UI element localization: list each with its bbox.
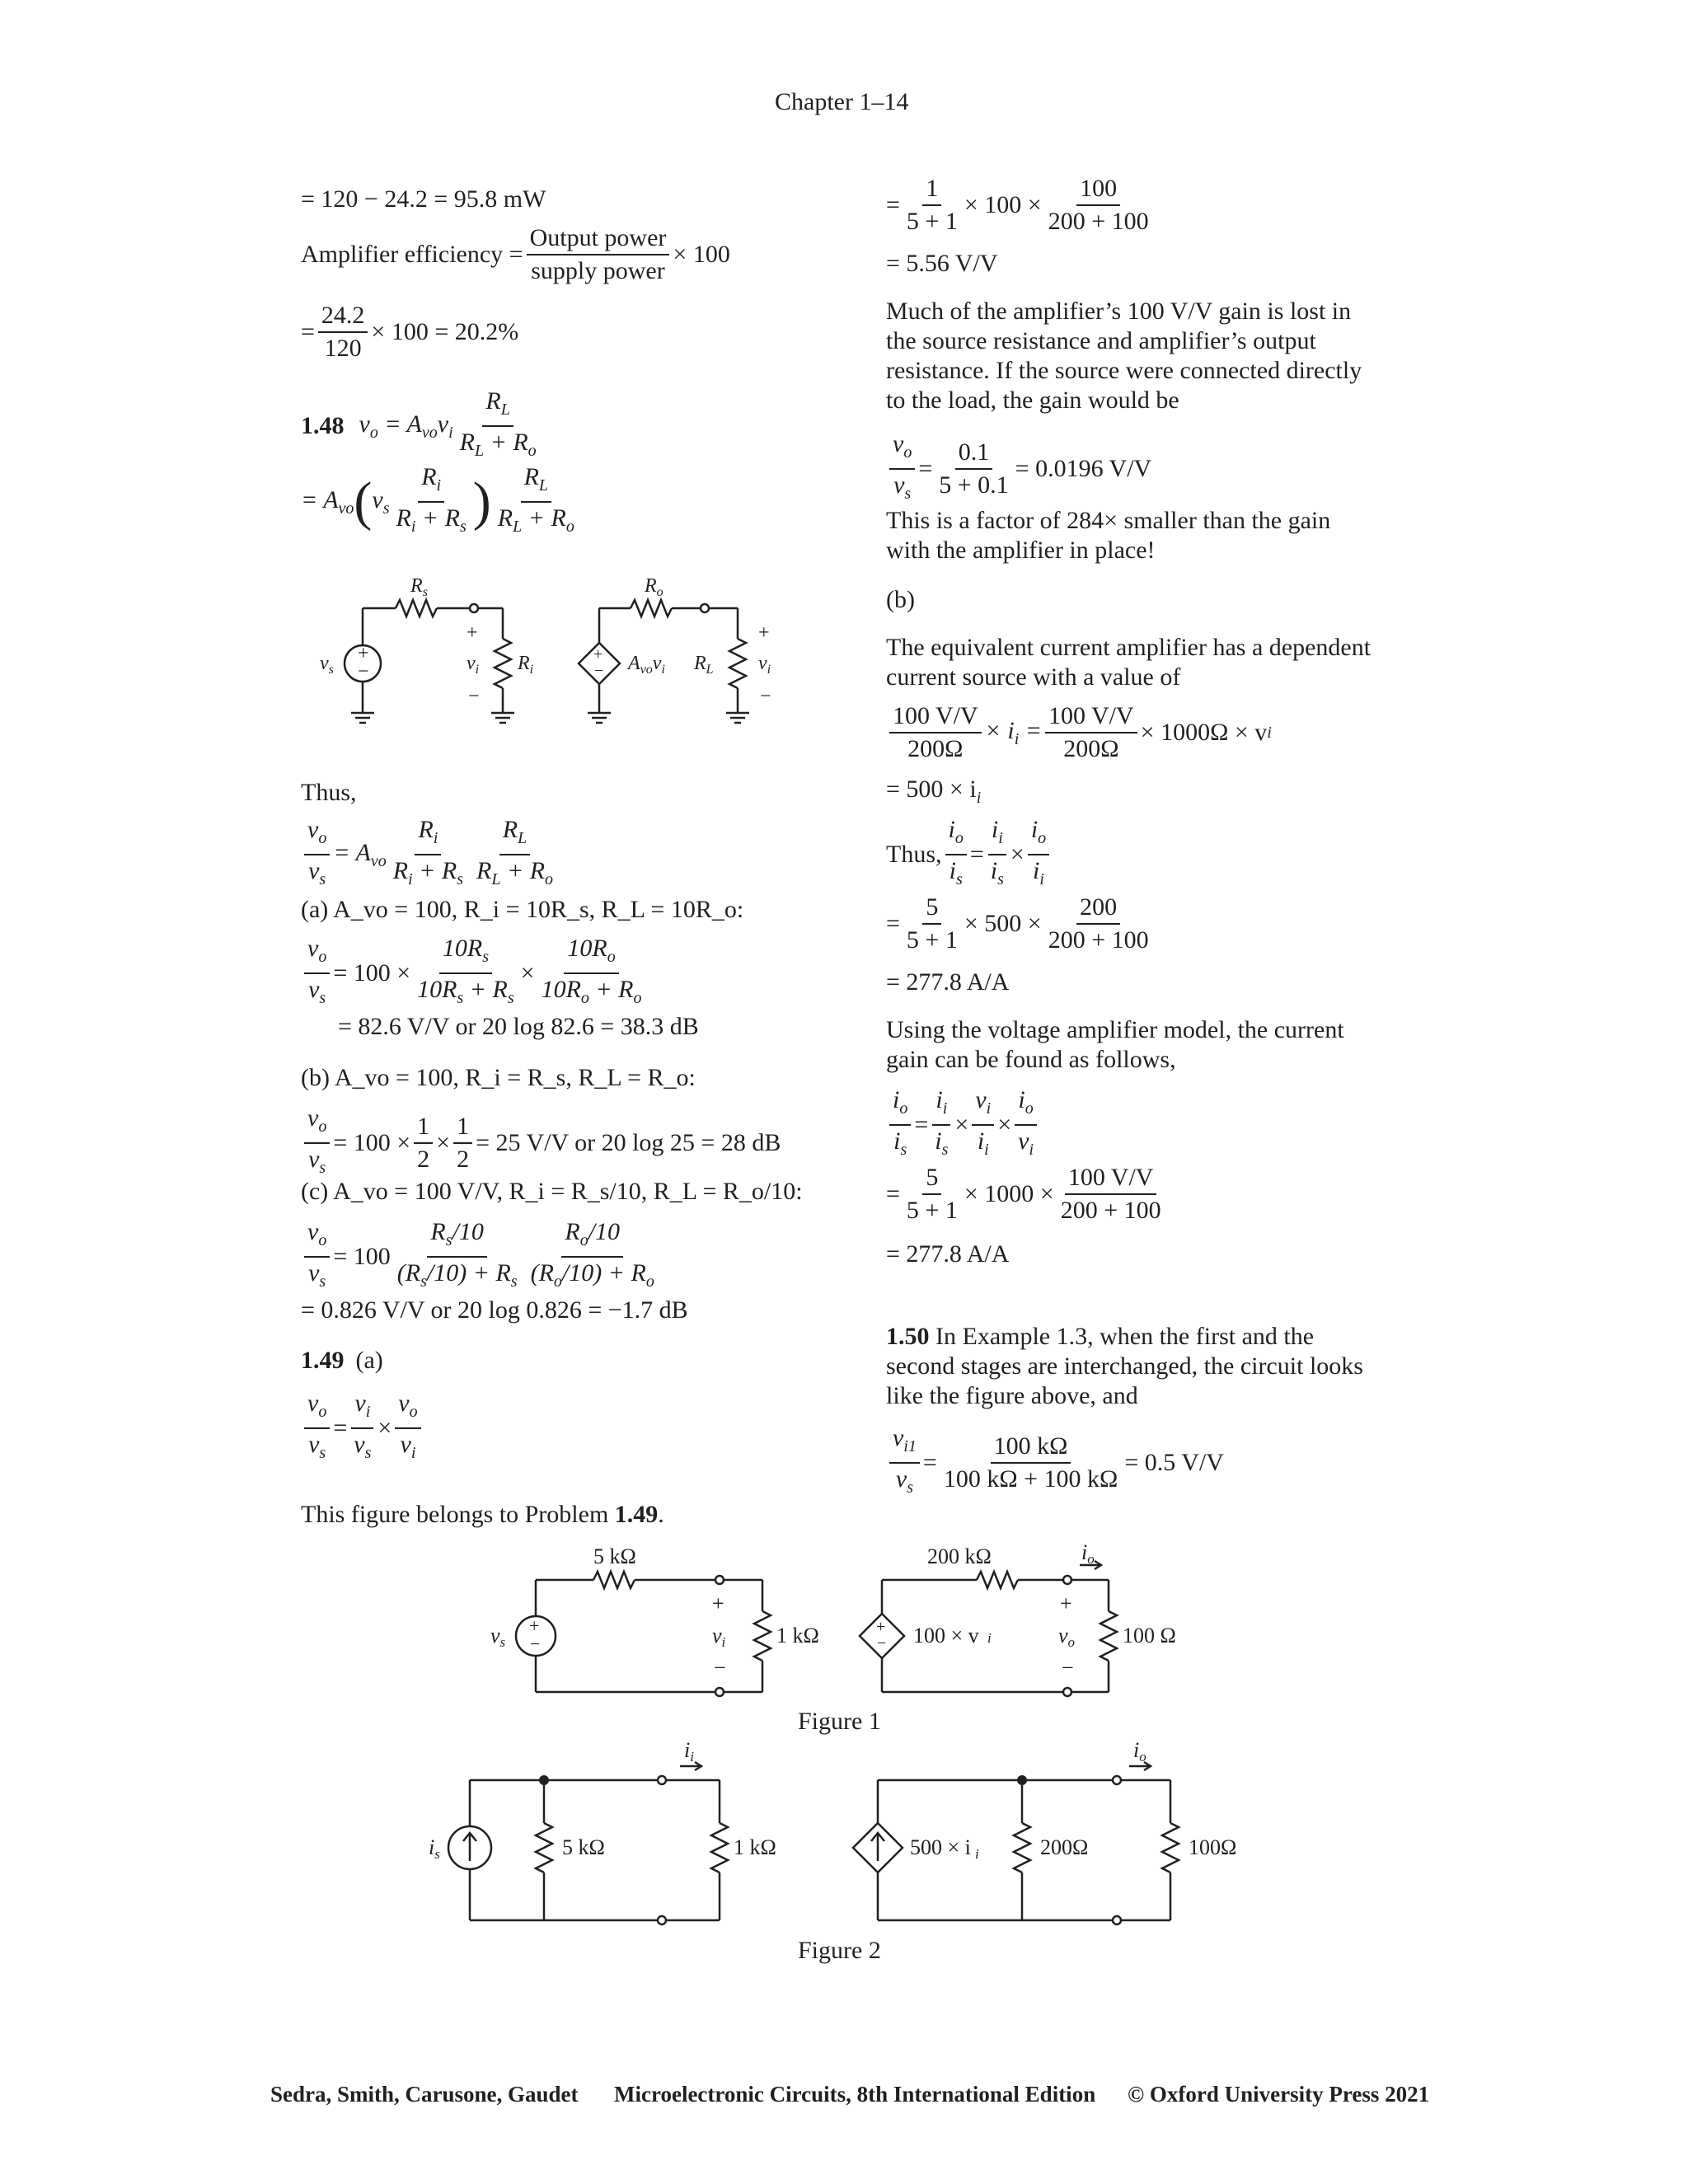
den: $v_s$ — [354, 1431, 372, 1462]
fraction — [393, 463, 470, 541]
problem-1-48-eq1 — [301, 387, 543, 465]
num: $v_o$ — [889, 430, 915, 470]
text: × 1000 × — [964, 1180, 1054, 1207]
den: 120 — [324, 335, 362, 362]
gain-general — [301, 816, 560, 893]
fraction — [945, 816, 967, 893]
num: $v_o$ — [304, 1218, 330, 1258]
part-b-label: (b) — [886, 586, 915, 613]
num: $i_o$ — [1015, 1086, 1036, 1126]
fraction — [903, 893, 961, 954]
case-a-result: = 82.6 V/V or 20 log 82.6 = 38.3 dB — [338, 1013, 699, 1040]
den: $i_s$ — [990, 857, 1004, 888]
equation-line: = 120 − 24.2 = 95.8 mW — [301, 185, 546, 213]
den: $(R_s/10) + R_s$ — [396, 1259, 518, 1291]
problem-number: 1.49 — [301, 1347, 345, 1374]
num: $v_i$ — [972, 1086, 994, 1126]
text: = — [333, 1414, 348, 1441]
den: $v_s$ — [308, 857, 326, 888]
text: = 100 — [333, 1243, 391, 1270]
fraction — [903, 1164, 961, 1225]
fraction — [1045, 893, 1152, 954]
text: = 100 × — [333, 959, 411, 987]
den: $R_L + R_o$ — [459, 429, 537, 460]
fraction — [940, 1432, 1122, 1493]
den: 100 kΩ + 100 kΩ — [943, 1465, 1118, 1493]
svg-text:Ri: $R_i$ — [518, 653, 534, 677]
den: 200 + 100 — [1060, 1197, 1161, 1224]
label: 100Ω — [1189, 1835, 1237, 1859]
num: $v_o$ — [395, 1390, 420, 1429]
right-eq8 — [886, 1424, 1224, 1502]
fraction — [889, 1424, 920, 1502]
den: $R_i + R_s$ — [396, 504, 467, 536]
den: 2 — [457, 1146, 470, 1173]
text: × $i_i$ = — [984, 716, 1043, 748]
num: $i_i$ — [932, 1086, 950, 1126]
text: . — [658, 1501, 664, 1528]
fraction — [390, 816, 467, 893]
fraction — [457, 387, 540, 465]
efficiency-equation — [301, 224, 730, 285]
right-eq4 — [886, 816, 1053, 893]
svg-text:+: + — [712, 1591, 724, 1615]
text: × — [436, 1129, 451, 1156]
den: $v_i$ — [1018, 1127, 1034, 1159]
right-result1: = 5.56 V/V — [886, 250, 998, 277]
label: 100 Ω — [1123, 1624, 1176, 1647]
fraction — [453, 1113, 472, 1174]
num: $10R_s$ — [439, 935, 492, 974]
den: 200Ω — [1063, 735, 1119, 762]
paragraph: This is a factor of 284× smaller than the gain with the amplifier in place! — [886, 507, 1331, 564]
num: $R_L$ — [521, 463, 551, 503]
den: $v_s$ — [893, 471, 912, 503]
fraction — [972, 1086, 994, 1164]
fraction — [889, 702, 982, 763]
fraction — [304, 816, 330, 893]
fraction — [1057, 1164, 1165, 1225]
label: 5 kΩ — [562, 1835, 605, 1859]
num: 200 — [1076, 893, 1120, 925]
footer-authors: Sedra, Smith, Carusone, Gaudet — [270, 2082, 579, 2107]
fraction — [350, 1390, 374, 1467]
den: $R_L + R_o$ — [476, 857, 554, 888]
text: = 0.0196 V/V — [1015, 455, 1152, 482]
svg-text:+: + — [1060, 1591, 1072, 1615]
den: 5 + 1 — [906, 1197, 958, 1224]
figure-2-circuit — [404, 1739, 1245, 1929]
svg-text:vi: vi — [712, 1624, 726, 1650]
label: 1 kΩ — [734, 1835, 776, 1859]
text: = 25 V/V or 20 log 25 = 28 dB — [476, 1129, 781, 1156]
num: 100 V/V — [1045, 702, 1137, 733]
paren: ( — [354, 471, 373, 532]
den: $R_L + R_o$ — [497, 504, 574, 536]
svg-text:+: + — [876, 1618, 886, 1636]
text: = — [922, 1449, 937, 1476]
label: 5 kΩ — [593, 1544, 636, 1568]
text: (a) — [355, 1347, 383, 1374]
num: 100 V/V — [1065, 1164, 1157, 1195]
text: = — [886, 191, 900, 218]
den: $v_s$ — [308, 1431, 326, 1462]
text: × 100 — [673, 241, 730, 268]
svg-text:−: − — [760, 686, 771, 707]
fraction — [1028, 816, 1049, 893]
right-result4: = 277.8 A/A — [886, 968, 1010, 996]
text: = $A_{vo}$ — [301, 485, 354, 518]
text: × — [997, 1111, 1012, 1138]
footer-book: Microelectronic Circuits, 8th International Edition — [614, 2082, 1096, 2107]
circuit-1-48 — [305, 569, 799, 750]
num: 0.1 — [955, 438, 993, 470]
node-dot — [539, 1775, 549, 1785]
svg-text:−: − — [877, 1634, 887, 1652]
case-b-eq — [301, 1104, 781, 1182]
figure-1-caption: Figure 1 — [798, 1708, 881, 1735]
num: $R_s/10$ — [427, 1218, 486, 1258]
den: $v_s$ — [308, 1146, 326, 1177]
num: $v_i$ — [351, 1390, 373, 1429]
label: 200Ω — [1040, 1835, 1089, 1859]
node-dot — [1017, 1775, 1027, 1785]
num: $i_i$ — [988, 816, 1006, 855]
label: 200 kΩ — [927, 1544, 992, 1568]
den: supply power — [531, 257, 665, 284]
case-a-line: (a) A_vo = 100, R_i = 10R_s, R_L = 10R_o: — [301, 896, 744, 923]
problem-1-49-eq — [301, 1390, 424, 1467]
num: 100 V/V — [889, 702, 982, 733]
den: 200 + 100 — [1048, 208, 1149, 235]
label: 1 kΩ — [776, 1624, 819, 1647]
num: $i_o$ — [945, 816, 967, 855]
svg-text:Ro: $R_o$ — [645, 575, 663, 599]
problem-1-49 — [301, 1347, 383, 1375]
svg-text:−: − — [468, 686, 480, 707]
num: $R_i$ — [418, 463, 444, 503]
text: In Example 1.3, when the first and the second stages are interchanged, the circuit looks like the figure above, and — [886, 1323, 1363, 1409]
problem-number: 1.48 — [301, 412, 345, 439]
fraction — [414, 1113, 433, 1174]
right-result5: = 277.8 A/A — [886, 1240, 1010, 1268]
svg-text:i: i — [975, 1846, 979, 1862]
den: $v_s$ — [308, 1259, 326, 1291]
num: $10R_o$ — [564, 935, 618, 974]
num: $v_o$ — [304, 816, 330, 855]
text: i — [976, 789, 982, 807]
den: 5 + 1 — [906, 208, 958, 235]
case-c-line: (c) A_vo = 100 V/V, R_i = R_s/10, R_L = R_o/10: — [301, 1178, 803, 1205]
den: $R_i + R_s$ — [392, 857, 464, 888]
den: $i_i$ — [1033, 857, 1044, 888]
right-eq7 — [886, 1164, 1168, 1225]
page-header: Chapter 1–14 — [775, 88, 909, 115]
svg-text:i: i — [987, 1630, 992, 1646]
den: $v_s$ — [895, 1465, 913, 1497]
num: 100 kΩ — [991, 1432, 1071, 1464]
den: 200Ω — [907, 735, 964, 762]
right-eq6 — [886, 1086, 1040, 1164]
paragraph: Using the voltage amplifier model, the current gain can be found as follows, — [886, 1016, 1344, 1073]
text: = — [914, 1111, 929, 1138]
fraction — [931, 1086, 951, 1164]
paragraph: Much of the amplifier’s 100 V/V gain is lost in the source resistance and amplifier’s output resistance. If the source were connected directly to the load, the gain would be — [886, 298, 1362, 414]
right-eq3 — [886, 702, 1272, 763]
figure-note — [301, 1500, 664, 1530]
fraction — [304, 1104, 330, 1182]
num: 1 — [453, 1113, 472, 1144]
svg-text:−: − — [1062, 1656, 1074, 1680]
svg-text:−: − — [358, 661, 369, 682]
svg-text:is: is — [429, 1835, 440, 1862]
text: $v_o = A_{vo}v_i$ — [359, 410, 453, 442]
fraction — [414, 935, 518, 1012]
right-eq5 — [886, 893, 1156, 954]
fraction — [1045, 175, 1152, 236]
label: 500 × i — [910, 1835, 971, 1859]
den: $i_s$ — [935, 1127, 949, 1159]
case-b-line: (b) A_vo = 100, R_i = R_s, R_L = R_o: — [301, 1064, 696, 1091]
text: = — [918, 455, 933, 482]
fraction — [395, 1390, 420, 1467]
label: 100 × v — [913, 1624, 979, 1647]
text: × — [954, 1111, 969, 1138]
num: $R_o/10$ — [561, 1218, 623, 1258]
fraction — [903, 175, 961, 236]
num: 1 — [414, 1113, 433, 1144]
right-result3 — [886, 775, 981, 813]
fraction — [394, 1218, 521, 1296]
den: $v_s$ — [308, 976, 326, 1007]
text: $v_s$ — [372, 485, 390, 518]
thus-label: Thus, — [301, 779, 357, 806]
den: $10R_o + R_o$ — [541, 976, 642, 1007]
right-eq2 — [886, 430, 1151, 508]
footer-copyright: © Oxford University Press 2021 — [1128, 2082, 1430, 2107]
den: $i_i$ — [977, 1127, 989, 1159]
den: 200 + 100 — [1048, 926, 1149, 954]
svg-text:+: + — [467, 622, 478, 644]
fraction — [1045, 702, 1137, 763]
text: i — [1267, 723, 1272, 742]
den: 2 — [417, 1146, 430, 1173]
right-eq1 — [886, 175, 1156, 236]
text: × — [520, 959, 535, 987]
svg-text:Avovi: $A_{vo}v_i$ — [628, 653, 665, 677]
svg-text:+: + — [593, 645, 603, 663]
fraction — [538, 935, 645, 1012]
svg-text:vs: $v_s$ — [320, 653, 334, 677]
case-a-eq — [301, 935, 649, 1012]
num: $i_o$ — [1028, 816, 1049, 855]
den: $i_s$ — [949, 857, 963, 888]
svg-text:vi: $v_i$ — [467, 653, 480, 677]
fraction — [527, 224, 670, 285]
fraction — [889, 1086, 911, 1164]
num: 100 — [1076, 175, 1120, 206]
figure-2-caption: Figure 2 — [798, 1937, 881, 1964]
svg-text:vs: vs — [490, 1624, 506, 1650]
num: $v_{i1}$ — [889, 1424, 920, 1464]
text: = 500 × i — [886, 776, 977, 803]
svg-text:−: − — [530, 1633, 541, 1654]
problem-1-48-eq2 — [301, 463, 581, 541]
fraction — [528, 1218, 658, 1296]
text: = — [886, 910, 900, 937]
fraction — [987, 816, 1007, 893]
paren: ) — [472, 471, 491, 532]
text: 1.49 — [614, 1501, 659, 1528]
num: $R_i$ — [415, 816, 441, 855]
eq-sign: = — [301, 318, 315, 345]
paragraph: The equivalent current amplifier has a dependent current source with a value of — [886, 634, 1372, 691]
num: 5 — [922, 893, 941, 925]
figure-1-circuit — [478, 1541, 1236, 1706]
num: 5 — [922, 1164, 941, 1195]
svg-text:Rs: $R_s$ — [410, 575, 428, 599]
text: × 500 × — [964, 910, 1042, 937]
svg-text:vi: $v_i$ — [758, 653, 771, 677]
den: $10R_s + R_s$ — [417, 976, 514, 1007]
num: $v_o$ — [304, 1104, 330, 1144]
svg-text:+: + — [758, 622, 770, 644]
text: = — [886, 1180, 900, 1207]
num: $v_o$ — [304, 1390, 330, 1429]
text: = 0.5 V/V — [1124, 1449, 1224, 1476]
num: $v_o$ — [304, 935, 330, 974]
svg-text:io: io — [1081, 1541, 1095, 1567]
case-c-eq — [301, 1218, 661, 1296]
case-c-result: = 0.826 V/V or 20 log 0.826 = −1.7 dB — [301, 1296, 688, 1324]
fraction — [935, 438, 1011, 499]
num: $R_L$ — [499, 816, 530, 855]
fraction — [304, 1390, 330, 1467]
text: × — [377, 1414, 392, 1441]
num: 1 — [922, 175, 941, 206]
svg-text:−: − — [594, 662, 604, 680]
fraction — [304, 1218, 330, 1296]
text: = — [969, 841, 984, 868]
fraction — [889, 430, 915, 508]
num: 24.2 — [318, 302, 368, 333]
text: × 100 = 20.2% — [371, 318, 519, 345]
svg-text:RL: $R_L$ — [694, 653, 714, 677]
svg-text:ii: ii — [684, 1739, 694, 1765]
text: Thus, — [886, 841, 942, 868]
den: $v_i$ — [400, 1431, 416, 1462]
fraction — [304, 935, 330, 1012]
text: × 100 × — [964, 191, 1042, 218]
fraction — [473, 816, 556, 893]
num: Output power — [527, 224, 670, 255]
text: × — [1010, 841, 1025, 868]
svg-text:io: io — [1133, 1739, 1146, 1765]
text: = $A_{vo}$ — [333, 838, 387, 870]
problem-number: 1.50 — [886, 1323, 930, 1350]
problem-1-50-paragraph — [886, 1322, 1381, 1411]
den: 5 + 0.1 — [939, 471, 1009, 499]
text: This figure belongs to Problem — [301, 1501, 615, 1528]
text: = 100 × — [333, 1129, 411, 1156]
text: × 1000Ω × v — [1140, 719, 1268, 746]
fraction — [1015, 1086, 1037, 1164]
svg-text:+: + — [358, 643, 369, 664]
fraction — [318, 302, 368, 363]
text: Amplifier efficiency = — [301, 241, 523, 268]
den: 5 + 1 — [906, 926, 958, 954]
svg-text:−: − — [714, 1656, 726, 1680]
num: $i_o$ — [889, 1086, 911, 1126]
fraction — [495, 463, 578, 541]
svg-text:vo: vo — [1058, 1624, 1076, 1650]
svg-text:+: + — [529, 1615, 540, 1636]
den: $(R_o/10) + R_o$ — [530, 1259, 654, 1291]
num: $R_L$ — [482, 387, 513, 427]
efficiency-result — [301, 302, 518, 363]
den: $i_s$ — [893, 1127, 907, 1159]
